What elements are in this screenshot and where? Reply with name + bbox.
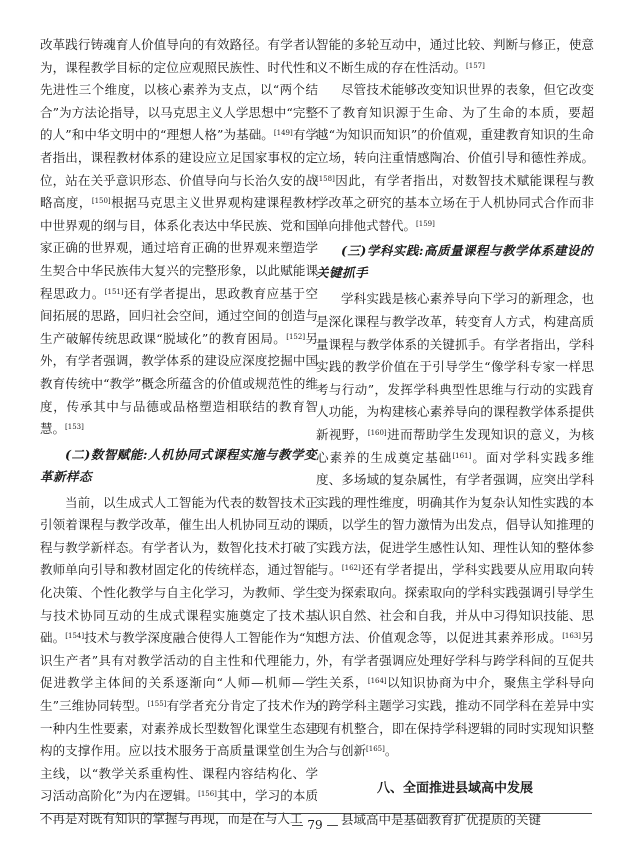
citation: [150] [91,197,111,206]
subsection-heading: (二)数智赋能:人机协同式课程实施与教学变革新样态 [40,446,317,484]
citation: [151] [104,287,124,296]
citation: [164] [367,677,387,686]
citation: [154] [65,632,85,641]
paragraph: 学科实践是核心素养导向下学习的新理念，也是深化课程与教学改革，转变育人方式，构建高质量课程与教学体系的关键抓手。有学者指出，学科实践的教学价值在于引导学生“像学科专家一样思考与行动”，发挥学科典型性思维与行动的实践育人功能，为构建核心素养导向的课程教学体系提供新视野，[160]进而帮助学生发现知识的意义，为核心素养的生成奠定基础[161]。面对学科实践多维度、多场域的复杂属性，有学者强调，应突出学科实践的理性维度，明确其作为复杂认知性实践的本质，以学生的智力激情为出发点，倡导认知推理的实践方法，促进学生感性认知、理性认知的整体参与。[162]还有学者提出，学科实践要从应用取向转变为探索取向。探索取向的学科实践强调引导学生认识自然、社会和自我，并从中习得知识技能、思想方法、价值观念等，以促进其素养形成。[163]另外，有学者强调应处理好学科与跨学科间的互促共生关系，[164]以知识协商为中介，聚焦主学科导向的跨学科主题学习实践，推动不同学科在差异中实现有机整合，即在保持学科逻辑的同时实现知识整合与创新[165]。 [316,291,594,759]
paragraph: 尽管技术能够改变知识世界的表象，但它改变不了教育知识源于生命、为了生命的本质，要超越“为知识而知识”的价值观，重建教育知识的生命立场，转向注重情感陶冶、价值引导和德性养成。[158]因此，有学者指出，对数智技术赋能课程与教学改革之研究的基本立场在于人机协同式合作而非单向排他式替代。[159] [316,82,594,233]
citation: [156] [198,790,217,799]
section-heading: 八、全面推进县域高中发展 [376,780,533,796]
citation: [152] [286,332,306,341]
paragraph: 当前，以生成式人工智能为代表的数智技术正引领着课程与教学改革，催生出人机协同互动的课程与教学新样态。有学者认为，数智化技术打破了教师单向引导和教材固定化的传统样态，通过智能化决策、个性化教学与自主化学习，为教师、学生与技术协同互动的生成式课程实施奠定了技术基础。[154]技术与教学深度融合使得人工智能作为“知识生产者”具有对教学活动的自主性和代理能力，促进教学主体间的关系逐渐向“人师—机师—学生”三维协同转型。[155]有学者充分肯定了技术作为一种内生性要素，对素养成长型数智化课堂生态建构的支撑作用。应以技术服务于高质量课堂创生为主线，以“教学关系重构性、课程内容结构化、学习活动高阶化”为内在逻辑。[156]其中，学习的本质不再是对既有知识的掌握与再现，而是在与人工 [40,494,318,826]
left-column [40,34,318,831]
citation: [162] [341,564,361,573]
citation: [160] [367,428,387,437]
paragraph: 县域高中是基础教育扩优提质的关键 [341,811,542,827]
citation: [155] [147,700,167,709]
right-column [316,34,594,831]
footer-rule [40,813,592,814]
citation: [165] [366,745,385,754]
citation: [157] [466,61,485,70]
citation: [163] [562,632,582,641]
paragraph: 改革践行铸魂育人价值导向的有效路径。有学者认为，课程教学目标的定位应观照民族性、时代性和先进性三个维度，以核心素养为支点，以“两个结合”为方法论指导，以马克思主义人学思想中“完整的人”和中华文明中的“理想人格”为基础。[149]有学者指出，课程教材体系的建设应立足国家事权的定位，站在关乎意识形态、价值导向与长治久安的战略高度，[150]根据马克思主义世界观构建课程教材中世界观的纲与目，体系化表达中华民族、党和国家正确的世界观，通过培育正确的世界观来塑造学生契合中华民族伟大复兴的完整形象，以此赋能课程思政力。[151]还有学者提出，思政教育应基于空间拓展的思路，回归社会空间，通过空间的创造与生产破解传统思政课“脱域化”的教育困局。[152]另外，有学者强调，教学体系的建设应深度挖掘中国教育传统中“教学”概念所蕴含的价值或规范性的维度，传承其中与品德或品格塑造相联结的教育智慧。[153] [40,37,318,437]
citation: [159] [416,219,435,228]
citation: [153] [65,423,84,432]
citation: [158] [316,174,335,183]
paragraph: 智能的多轮互动中，通过比较、判断与修正，使意义不断生成的存在性活动。[157] [316,37,594,75]
citation: [149] [273,129,293,138]
subsection-heading: (三)学科实践:高质量课程与教学体系建设的关键抓手 [316,243,593,281]
page-number: — 79 — [291,818,339,832]
citation: [161] [452,451,472,460]
